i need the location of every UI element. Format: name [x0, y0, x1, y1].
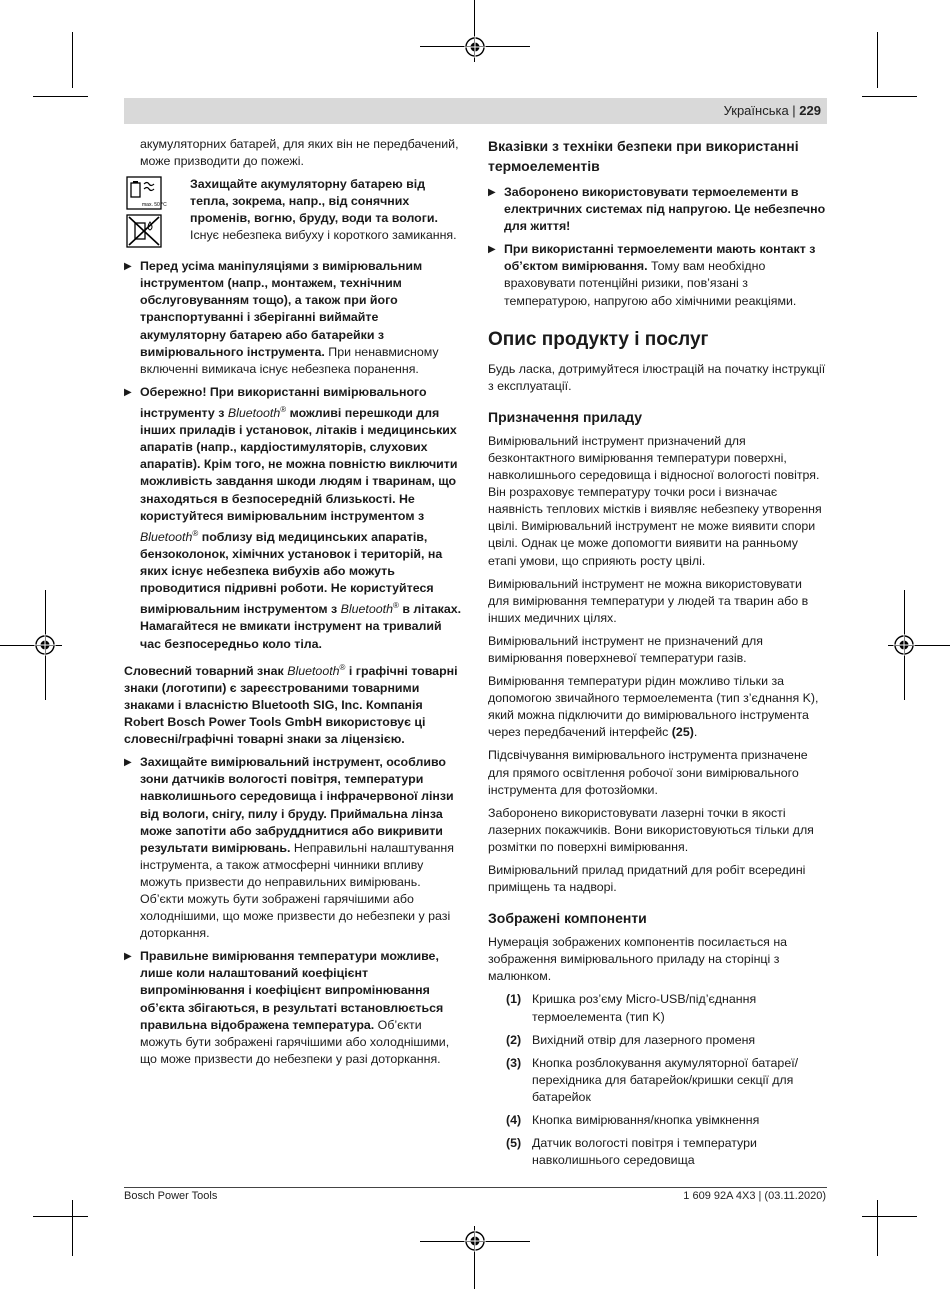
- component-item: [506, 1135, 826, 1169]
- bold-text: в літаках. Намагайтеся не вмикати інструмент на тривалий час безпосередньо коло тіла.: [140, 602, 462, 651]
- crop-mark: [862, 96, 917, 97]
- text: Тому вам необхідно враховувати потенційні ризики, пов’язані з температурою, напругою або хімічними реакціями.: [504, 259, 797, 308]
- icon-warning-block: [126, 176, 462, 252]
- component-item: [506, 1112, 826, 1129]
- triangle-bullet-icon: ▶: [124, 261, 132, 273]
- paragraph: Вимірювальний інструмент не призначений для вимірювання поверхневої температури газів.: [488, 633, 763, 665]
- battery-icon-label: max. 50 °C: [142, 202, 167, 209]
- chapter-heading: Опис продукту і послуг: [488, 328, 709, 350]
- text: Вимірювання температури рідин можливо тільки за допомогою звичайного термоелемента (тип з’єднання K), який можна підключити до вимірювального інструмента через передбачений інтерфейс: [488, 674, 819, 740]
- page-header: [124, 98, 827, 124]
- paragraph: Будь ласка, дотримуйтеся ілюстрацій на початку інструкції з експлуатації.: [488, 361, 826, 393]
- section-heading: Зображені компоненти: [488, 910, 647, 927]
- component-text: Вихідний отвір для лазерного променя: [532, 1032, 756, 1047]
- footer-rule: [124, 1187, 827, 1188]
- registration-target-icon: [464, 36, 486, 58]
- bold-text: Захищайте вимірювальний інструмент, особливо зони датчиків вологості повітря, температури навколишнього середовища і інфрачервоної лінзи від вологи, снігу, пилу і бруду. Приймальна лінза може запотіти або забрудднитися або викривити результати вимірювань.: [140, 755, 454, 855]
- bullet-item: [488, 184, 826, 235]
- paragraph: Нумерація зображених компонентів посилається на зображення вимірювального приладу на сторінці з малюнком.: [488, 935, 788, 984]
- icon-warning-text: [190, 176, 462, 252]
- bold-text: Перед усіма маніпуляціями з вимірювальним інструментом (напр., монтажем, технічним обслуговуванням тощо), а також при його транспортуванні і зберіганні виймайте акумуляторну батарею або батарейки з вимірювального інструмента.: [140, 259, 423, 359]
- component-item: [506, 1032, 826, 1049]
- footer-left: Bosch Power Tools: [124, 1190, 218, 1202]
- paragraph: Вимірювальний інструмент не можна використовувати для вимірювання температури у людей та тварин або в інших медичних цілях.: [488, 576, 809, 625]
- paragraph: Вимірювальний прилад придатний для робіт всередині приміщень та надворі.: [488, 863, 806, 895]
- section-heading: Вказівки з техніки безпеки при використанні термоелементів: [488, 138, 799, 174]
- bold-text: При використанні термоелементи мають контакт з об’єктом вимірювання.: [504, 242, 816, 274]
- registered-mark: ®: [392, 601, 399, 611]
- bluetooth-word: Bluetooth: [140, 529, 193, 544]
- bullet-item: [124, 948, 462, 1068]
- registered-mark: ®: [192, 528, 199, 538]
- bluetooth-word: Bluetooth: [227, 406, 281, 421]
- triangle-bullet-icon: ▶: [124, 757, 132, 769]
- bold-text: Заборонено використовувати термоелементи в електричних системах під напругою. Це небезпечно для життя!: [504, 185, 826, 234]
- component-number: (5): [506, 1136, 522, 1151]
- triangle-bullet-icon: ▶: [124, 386, 132, 398]
- crop-mark: [862, 1216, 917, 1217]
- registered-mark: ®: [280, 404, 287, 414]
- section-heading: Призначення приладу: [488, 408, 643, 425]
- component-number: (3): [506, 1055, 522, 1070]
- text: Об’єкти можуть бути зображені гарячішими або холоднішими, що може призвести до небезпеки у разі доторкання.: [140, 1017, 450, 1066]
- text: При ненавмисному включенні вимикача існує небезпека поранення.: [140, 344, 439, 376]
- header-language: Українська: [723, 103, 789, 118]
- text: Існує небезпека вибуху і короткого замикання.: [190, 228, 457, 243]
- left-column: [124, 136, 462, 1074]
- registration-target-icon: [34, 634, 56, 656]
- triangle-bullet-icon: ▶: [124, 951, 132, 963]
- component-text: Датчик вологості повітря і температури навколишнього середовища: [532, 1136, 757, 1168]
- bullet-item: [124, 754, 462, 942]
- bold-text: можливі перешкоди для інших приладів і установок, літаків і медицинських апаратів (напр., кардіостимуляторів, слухових апаратів). Крім того, не можна повністю виключити можливість завдання шкоди людям і тваринам, що знаходяться в безпосередній близькості. Не користуйтеся вимірювальним інструментом з: [140, 406, 458, 523]
- registered-mark: ®: [339, 662, 346, 672]
- bullet-item: [124, 258, 462, 378]
- crop-mark: [72, 1200, 73, 1256]
- header-text: Українська | 229: [723, 103, 821, 118]
- bluetooth-word: Bluetooth: [340, 602, 393, 617]
- no-water-icon: [126, 214, 162, 248]
- page-number: 229: [799, 103, 821, 118]
- component-item: [506, 1055, 826, 1106]
- crop-mark: [33, 96, 88, 97]
- battery-temperature-icon: [126, 176, 167, 210]
- component-text: Кнопка розблокування акумуляторної батареї/перехідника для батарейок/кришки секції для батарейок: [532, 1055, 799, 1104]
- crop-mark: [72, 32, 73, 88]
- component-text: Кришка роз’єму Micro-USB/під’єднання термоелемента (тип K): [532, 992, 757, 1024]
- text: і графічні товарні знаки (логотипи) є зареєстрованими товарними знаками і власністю Bluetooth SIG, Inc. Компанія Robert Bosch Power Tools GmbH використовує ці словесні/графічні товарні знаки за ліцензією.: [124, 663, 458, 747]
- registration-target-icon: [464, 1230, 486, 1252]
- paragraph: Заборонено використовувати лазерні точки в якості лазерних покажчиків. Вони використовуються тільки для розмітки по поверхні вимірювання.: [488, 805, 814, 854]
- paragraph: [488, 673, 826, 741]
- trademark-paragraph: [124, 659, 462, 749]
- bold-text: Правильне вимірювання температури можливе, лише коли налаштований коефіцієнт випромінювання і коефіцієнт випромінювання об’єкта збігаються, в результаті встановлюється правильна відображена температура.: [140, 949, 444, 1032]
- paragraph: Підсвічування вимірювального інструмента призначене для прямого освітлення робочої зони вимірювального інструмента для фотозйомки.: [488, 748, 808, 797]
- bullet-item: [488, 241, 826, 309]
- registration-target-icon: [893, 634, 915, 656]
- component-number: (1): [506, 992, 522, 1007]
- reference-number: (25): [671, 725, 694, 740]
- paragraph: Вимірювальний інструмент призначений для безконтактного вимірювання температури поверхні, навколишнього середовища і відносної вологості повітря. Він розраховує температуру точки роси і визначає наявність теплових містків і виявляє небезпеку утворення цвілі. Вимірювальний інструмент не може виявити спори цвілі. Однак це може допомогти виявити на ранньому етапі умови, що сприяють росту цвілі.: [488, 433, 822, 568]
- crop-mark: [33, 1216, 88, 1217]
- text: .: [693, 725, 698, 740]
- component-number: (4): [506, 1113, 522, 1128]
- crop-mark: [877, 1200, 878, 1256]
- triangle-bullet-icon: ▶: [488, 244, 496, 256]
- bold-text: поблизу від медицинських апаратів, бензоколонок, хімічних установок і територій, на яких існує небезпека вибухів або можуть проводитися підривні роботи. Не користуйтеся вимірювальним інструментом з: [140, 529, 443, 617]
- crop-mark: [877, 32, 878, 88]
- right-column: [488, 136, 826, 1175]
- component-text: Кнопка вимірювання/кнопка увімкнення: [532, 1113, 760, 1128]
- paragraph: акумуляторних батарей, для яких він не передбачений, може призводити до пожежі.: [140, 137, 459, 169]
- component-number: (2): [506, 1032, 522, 1047]
- warning-icons: [126, 176, 190, 252]
- component-item: [506, 991, 826, 1025]
- text: Словесний товарний знак: [124, 663, 288, 678]
- bold-text: Обережно! При використанні вимірювального інструменту з: [140, 384, 427, 421]
- bluetooth-word: Bluetooth: [287, 663, 340, 678]
- text: Неправильні налаштування інструмента, а також атмосферні чинники впливу можуть призвести до неправильних вимірювань. Об’єкти можуть бути зображені гарячішими або холоднішими, що може призвести до небезпеки у разі доторкання.: [140, 840, 454, 941]
- bullet-item: [124, 384, 462, 653]
- triangle-bullet-icon: ▶: [488, 187, 496, 198]
- bold-text: Захищайте акумуляторну батарею від тепла, зокрема, напр., від сонячних променів, вогню, бруду, води та вологи.: [190, 177, 438, 226]
- footer-right: 1 609 92A 4X3 | (03.11.2020): [683, 1190, 826, 1202]
